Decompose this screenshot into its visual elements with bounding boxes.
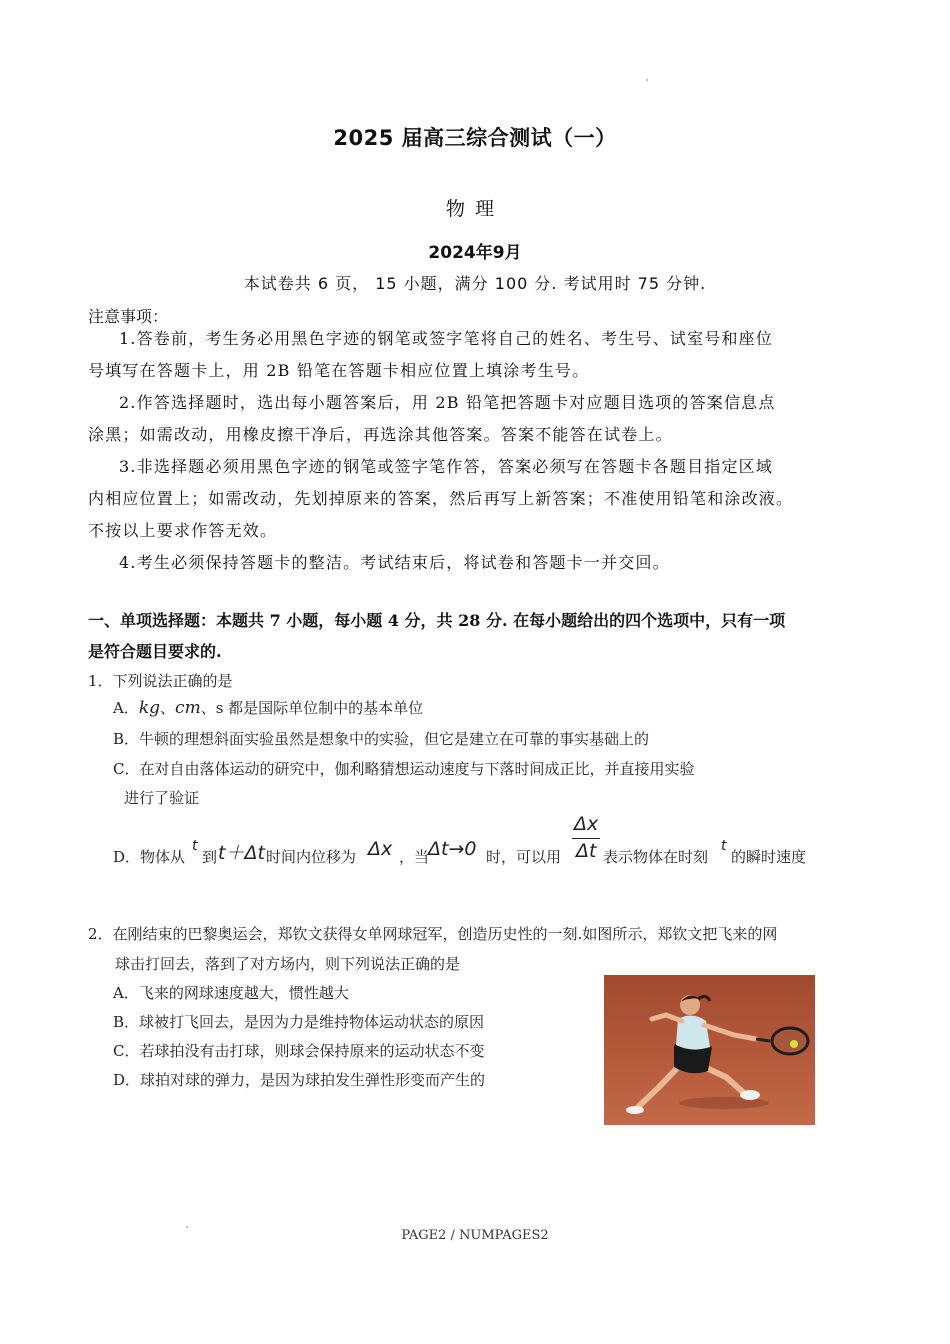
q1-a-cm: cm	[175, 698, 201, 718]
q1-d-fraction-denominator: Δt	[576, 840, 597, 862]
q1-option-c-cont: 进行了验证	[124, 789, 200, 807]
q1-a-kg: kg	[138, 698, 161, 718]
notice-line: 3.非选择题必须用黑色字迹的钢笔或签字笔作答，答案必须写在答题卡各题目指定区域	[119, 457, 774, 476]
section-heading	[88, 605, 878, 667]
q1-d-can: 时，可以用	[486, 848, 562, 866]
q1-d-mid: 时间内位移为	[266, 848, 357, 866]
fraction-bar	[572, 838, 600, 839]
notice-line: 涂黑；如需改动，用橡皮擦干净后，再选涂其他答案。答案不能答在试卷上。	[88, 425, 673, 444]
q1-d-t2: t	[721, 838, 727, 854]
q1-d-when: ，当	[399, 848, 430, 866]
section-heading-line: 是符合题目要求的.	[88, 642, 222, 661]
notice-line: 4.考生必须保持答题卡的整洁。考试结束后，将试卷和答题卡一并交回。	[119, 553, 670, 572]
q1-d-to: 到	[202, 848, 218, 866]
page-footer: PAGE2 / NUMPAGES2	[401, 1228, 549, 1243]
notice-line: 号填写在答题卡上，用 2B 铅笔在答题卡相应位置上填涂考生号。	[88, 361, 590, 380]
q1-option-a	[113, 697, 423, 718]
q2-option-b: B．球被打飞回去，是因为力是维持物体运动状态的原因	[113, 1013, 485, 1031]
q1-d-end: 的瞬时速度	[731, 848, 807, 866]
q1-a-rest: 、s 都是国际单位制中的基本单位	[200, 699, 424, 717]
tennis-player-photo	[604, 975, 815, 1125]
q1-d-t1: t	[192, 838, 198, 854]
notice-line: 不按以上要求作答无效。	[88, 521, 278, 540]
exam-date: 2024年9月	[428, 243, 522, 263]
q1-a-prefix: A．	[113, 699, 139, 717]
q2-stem-cont: 球击打回去，落到了对方场内，则下列说法正确的是	[115, 955, 461, 973]
exam-title: 2025 届高三综合测试（一）	[333, 126, 617, 150]
q1-d-prefix: D．物体从	[113, 848, 186, 866]
q1-option-c: C．在对自由落体运动的研究中，伽利略猜想运动速度与下落时间成正比，并直接用实验	[113, 760, 695, 778]
q1-d-fraction-numerator: Δx	[574, 813, 599, 835]
q1-d-tdt: t＋Δt	[218, 842, 265, 864]
exam-summary: 本试卷共 6 页， 15 小题，满分 100 分. 考试用时 75 分钟.	[243, 274, 707, 293]
notice-heading: 注意事项：	[88, 307, 169, 326]
notice-line: 2.作答选择题时，选出每小题答案后，用 2B 铅笔把答题卡对应题目选项的答案信息点	[119, 393, 776, 412]
q2-option-c: C．若球拍没有击打球，则球会保持原来的运动状态不变	[113, 1042, 485, 1060]
notice-line: 1.答卷前，考生务必用黑色字迹的钢笔或签字笔将自己的姓名、考生号、试室号和座位	[119, 329, 774, 348]
q1-a-sep: 、	[160, 699, 176, 717]
section-heading-line: 一、单项选择题：本题共 7 小题，每小题 4 分，共 28 分. 在每小题给出的四个选项中，只有一项	[88, 611, 786, 630]
q1-stem: 1．下列说法正确的是	[88, 672, 233, 690]
notice-line: 内相应位置上；如需改动，先划掉原来的答案，然后再写上新答案；不准使用铅笔和涂改液。	[88, 489, 794, 508]
subject-name: 物理	[445, 198, 504, 220]
q2-option-d: D．球拍对球的弹力，是因为球拍发生弹性形变而产生的	[113, 1071, 486, 1089]
q1-d-rest: 表示物体在时刻	[603, 848, 709, 866]
q2-stem: 2．在刚结束的巴黎奥运会，郑钦文获得女单网球冠军，创造历史性的一刻.如图所示，郑钦文把飞来的网	[88, 925, 778, 943]
q2-option-a: A．飞来的网球速度越大，惯性越大	[113, 984, 349, 1002]
q1-d-limit: Δt→0	[428, 838, 477, 860]
speck	[646, 79, 648, 81]
q1-option-b: B．牛顿的理想斜面实验虽然是想象中的实验，但它是建立在可靠的事实基础上的	[113, 730, 650, 748]
q1-d-dx: Δx	[368, 838, 393, 860]
